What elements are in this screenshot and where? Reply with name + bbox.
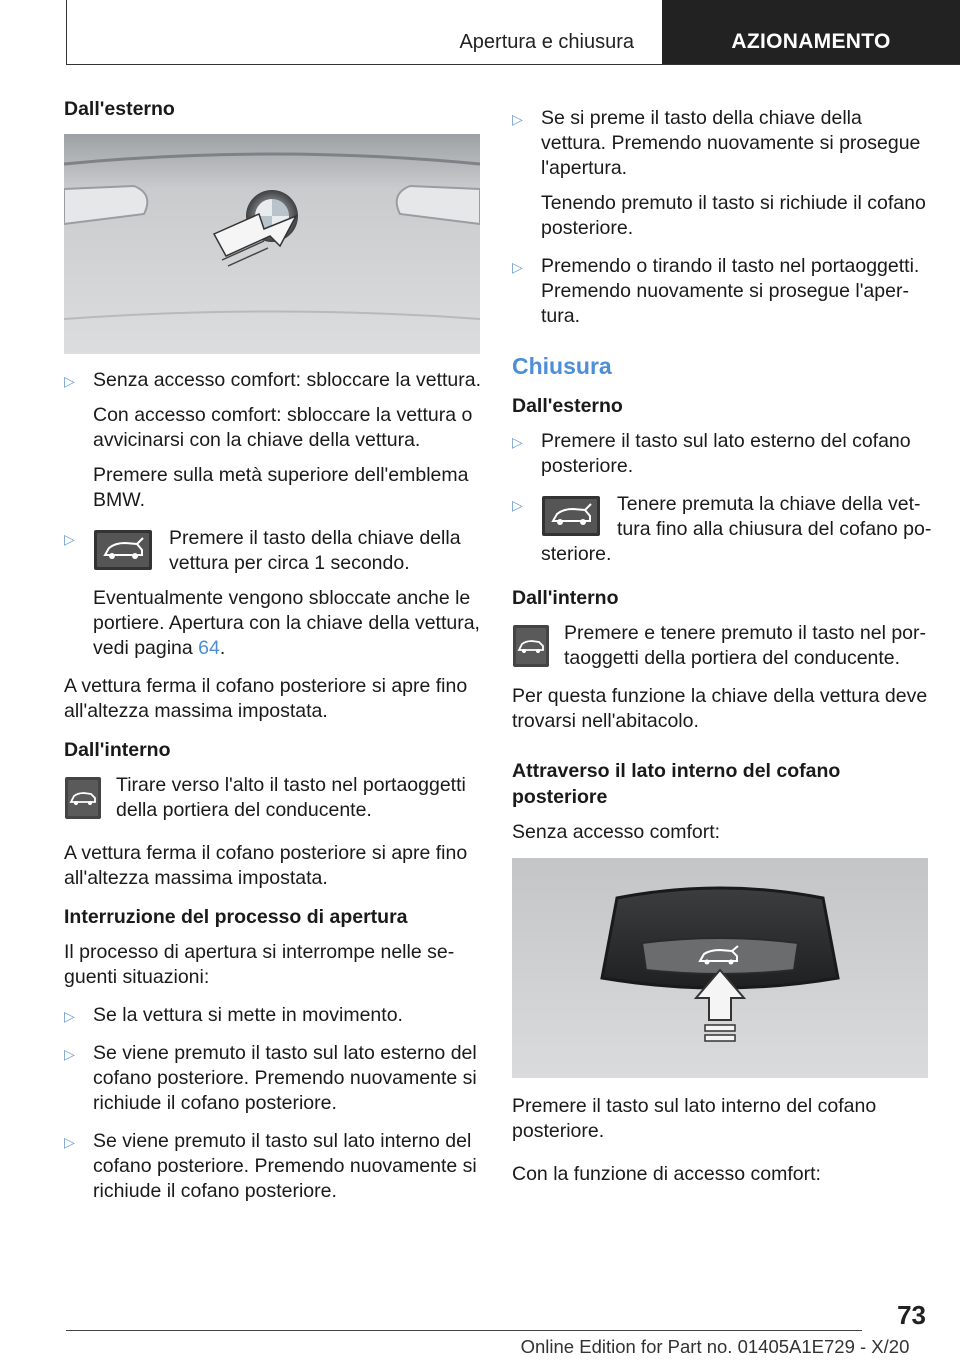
- triangle-bullet-icon: ▷: [64, 373, 75, 389]
- right-column: ▷ Se si preme il tasto della chiave della vettura. Premendo nuovamente si prosegue l'apertura. Tenendo premuto il tasto si richiude il cofano posteriore. ▷ Premendo o tirando il tasto nel portaoggetti. Premendo nuovamente si prosegue l'apertura. Chiusura Dall'esterno ▷ Premere il tasto sul lato esterno del cofano posteriore. ▷ Tenere premuta la chiave della vettura fino alla chiusura del cofano posteriore. Dall'interno Premere e tenere premuto il tasto nel portaoggetti della portiera del conducente. Per questa funzione la chiave della vettura deve trovarsi nell'abitacolo. Attraverso il lato interno del cofano posteriore Senza accesso comfort: Premere il tasto sul lato interno del cofano posteriore. Con la funzione di accesso comfort:: [512, 107, 932, 1185]
- triangle-bullet-icon: ▷: [64, 1046, 75, 1062]
- tailgate-interior-button-icon: [64, 776, 102, 820]
- header-chapter-tab: AZIONAMENTO: [662, 0, 960, 64]
- heading-attraverso: Attraverso il lato interno del cofano posteriore: [512, 760, 841, 808]
- heading-dall-esterno: Dall'esterno: [512, 395, 623, 417]
- list-item: ▷ Se viene premuto il tasto sul lato esterno del cofano posteriore. Premendo nuovamente si richiude il cofano posteriore.: [64, 1042, 477, 1114]
- heading-dall-interno: Dall'interno: [64, 739, 171, 761]
- paragraph: Il processo di apertura si interrompe nelle seguenti situazioni:: [64, 941, 455, 988]
- header-section-title: Apertura e chiusura: [459, 31, 634, 53]
- page-reference-link[interactable]: 64: [198, 637, 220, 659]
- triangle-bullet-icon: ▷: [512, 434, 523, 450]
- list-item: ▷ Tenere premuta la chiave della vettura fino alla chiusura del cofano posteriore.: [512, 493, 932, 565]
- footer-edition: Online Edition for Part no. 01405A1E729 - X/20: [520, 1336, 910, 1357]
- triangle-bullet-icon: ▷: [512, 259, 523, 275]
- paragraph: Con la funzione di accesso comfort:: [512, 1163, 821, 1185]
- tailgate-key-button-icon: [541, 495, 601, 537]
- list-item: ▷ Se si preme il tasto della chiave della vettura. Premendo nuovamente si prosegue l'apertura. Tenendo premuto il tasto si richiude il cofano posteriore.: [512, 107, 926, 239]
- page-number: 73: [897, 1300, 926, 1330]
- paragraph: A vettura ferma il cofano posteriore si apre fino all'altezza massima impostata.: [64, 675, 468, 722]
- list-item: ▷ Se viene premuto il tasto sul lato interno del cofano posteriore. Premendo nuovamente si richiude il cofano posteriore.: [64, 1130, 477, 1202]
- heading-interruzione: Interruzione del processo di apertura: [64, 906, 408, 928]
- header-divider: [66, 64, 960, 65]
- list-item: ▷ Se la vettura si mette in movimento.: [64, 1003, 482, 1028]
- tailgate-interior-button-icon: [512, 624, 550, 668]
- list-item: ▷ Premere il tasto sul lato esterno del cofano posteriore.: [512, 430, 911, 477]
- list-item: ▷ Premendo o tirando il tasto nel portaoggetti. Premendo nuovamente si prosegue l'apertura.: [512, 255, 920, 327]
- triangle-bullet-icon: ▷: [64, 531, 75, 547]
- tailgate-key-button-icon: [93, 529, 153, 571]
- triangle-bullet-icon: ▷: [512, 111, 523, 127]
- triangle-bullet-icon: ▷: [64, 1008, 75, 1024]
- paragraph: Premere il tasto sul lato interno del cofano posteriore.: [512, 1095, 877, 1142]
- left-column: Dall'esterno ▷ Senza accesso comfort: sbloccare la vettura. Con accesso comfort: sbloccare la vettura o avvicinarsi con la chiave della vettura. Premere sulla metà superiore dell'emblema BMW. ▷ Premere il tasto della chiave della vettura per circa 1 secondo. Eventualmente vengono sbloccate anche le portiere. Apertura con la chiave della vettura, vedi pagina 64. A vettura ferma il cofano posteriore si apre fino all'altezza massima impostata. Dall'interno Tirare verso l'alto il tasto nel portaoggetti della portiera del conducente. A vettura ferma il cofano posteriore si apre fino all'altezza massima impostata. Interruzione del processo di apertura Il processo di apertura si interrompe nelle seguenti situazioni: ▷ Se la vettura si mette in movimento. ▷ Se viene premuto il tasto sul lato esterno del cofano posteriore. Premendo nuovamente si richiude il cofano posteriore. ▷ Se viene premuto il tasto sul lato interno del cofano posteriore. Premendo nuovamente si richiude il cofano posteriore.: [64, 98, 482, 1202]
- tailgate-interior-button-photo: [512, 858, 928, 1078]
- paragraph: Per questa funzione la chiave della vettura deve trovarsi nell'abitacolo.: [512, 685, 928, 732]
- heading-dall-interno: Dall'interno: [512, 587, 619, 609]
- list-item: ▷ Senza accesso comfort: sbloccare la vettura. Con accesso comfort: sbloccare la vettura o avvicinarsi con la chiave della vettura. Premere sulla metà superiore dell'emblema BMW.: [64, 369, 482, 511]
- tailgate-emblem-photo: [64, 134, 480, 354]
- paragraph: A vettura ferma il cofano posteriore si apre fino all'altezza massima impostata.: [64, 842, 468, 889]
- heading-dall-esterno: Dall'esterno: [64, 98, 175, 120]
- footer-divider: [66, 1330, 862, 1331]
- paragraph: Senza accesso comfort:: [512, 821, 721, 843]
- triangle-bullet-icon: ▷: [512, 497, 523, 513]
- heading-chiusura: Chiusura: [512, 353, 612, 379]
- list-item: ▷ Premere il tasto della chiave della vettura per circa 1 secondo. Eventualmente vengono sbloccate anche le portiere. Apertura con la chiave della vettura, vedi pagina 64.: [64, 527, 480, 659]
- triangle-bullet-icon: ▷: [64, 1134, 75, 1150]
